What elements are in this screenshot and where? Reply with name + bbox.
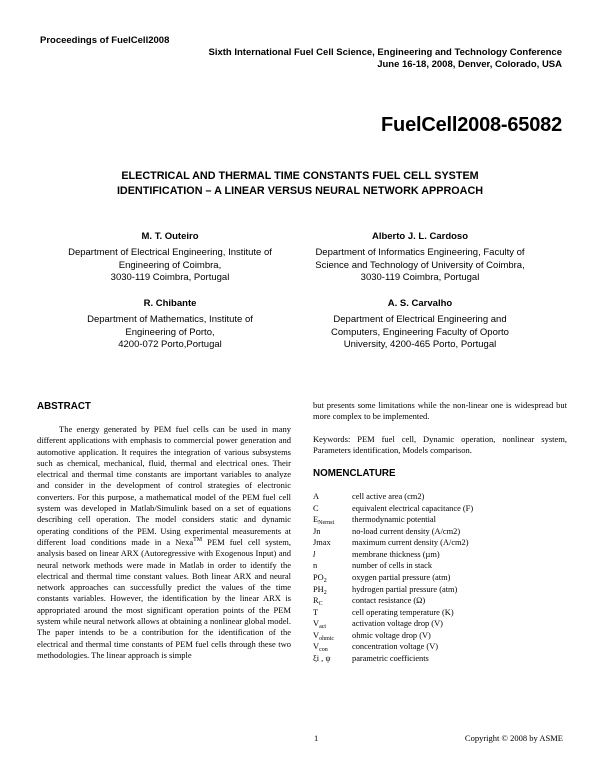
nomenclature-subscript: con [319,647,328,654]
nomenclature-subscript: 2 [323,578,327,585]
nomenclature-item [313,514,567,526]
author-affiliation-line: Computers, Engineering Faculty of Oporto [331,326,509,338]
nomenclature-item [313,503,567,515]
nomenclature-definition: parametric coefficients [352,653,429,663]
author-name: Alberto J. L. Cardoso [371,231,469,242]
author-affiliation-line: Department of Informatics Engineering, Faculty of [315,247,525,259]
nomenclature-subscript: 2 [323,589,327,596]
nomenclature-subscript: C [318,601,323,608]
keywords: Keywords: PEM fuel cell, Dynamic operation, nonlinear system, Parameters identification, Models comparison. [313,433,567,455]
nomenclature-item [313,537,567,549]
nomenclature-symbol: n [313,561,318,571]
nomenclature-subscript: Nernst [318,520,335,527]
abstract-heading: ABSTRACT [37,401,91,412]
author-name: M. T. Outeiro [141,231,199,242]
nomenclature-item [313,630,567,642]
nomenclature-item [313,641,567,653]
nomenclature-subscript: ohmic [319,635,335,642]
nomenclature-definition: cell active area (cm2) [352,492,425,502]
nomenclature-item [313,618,567,630]
nomenclature-definition: ohmic voltage drop (V) [352,630,431,640]
author-name: A. S. Carvalho [387,298,453,309]
right-column [313,400,567,664]
copyright-notice: Copyright © 2008 by ASME [464,733,563,743]
nomenclature-symbol: l [313,549,316,559]
author-affiliation-line: Department of Electrical Engineering, Institute of [68,247,272,259]
author-affiliation-line: 3030-119 Coimbra, Portugal [360,272,480,284]
nomenclature-definition: thermodynamic potential [352,515,436,525]
nomenclature-definition: oxygen partial pressure (atm) [352,573,451,583]
title-line-1: ELECTRICAL AND THERMAL TIME CONSTANTS FUEL CELL SYSTEM [121,170,479,182]
nomenclature-item [313,572,567,584]
author-block-1 [50,231,290,285]
nomenclature-definition: no-load current density (A/cm2) [352,526,461,536]
nomenclature-item [313,526,567,538]
author-affiliation-line: Science and Technology of University of Coimbra, [315,259,525,271]
author-affiliation-line: Department of Electrical Engineering and [333,314,507,326]
nomenclature-item [313,595,567,607]
nomenclature-definition: concentration voltage (V) [352,642,439,652]
author-block-2 [300,231,540,285]
nomenclature-item [313,491,567,503]
conference-dates: June 16-18, 2008, Denver, Colorado, USA [377,59,562,70]
nomenclature-symbol: V [313,619,320,629]
nomenclature-symbol: Jn [313,526,321,536]
nomenclature-definition: number of cells in stack [352,561,433,571]
nomenclature-symbol: V [313,642,320,652]
nomenclature-symbol: PH [313,584,324,594]
nomenclature-item [313,549,567,561]
nomenclature-symbol: R [313,596,319,606]
paper-title [0,169,600,199]
nomenclature-heading: NOMENCLATURE [313,468,396,480]
nomenclature-definition: cell operating temperature (K) [352,607,454,617]
author-affiliation-line: 4200-072 Porto,Portugal [118,339,222,351]
author-affiliation-line: Engineering of Coimbra, [118,259,222,271]
nomenclature-symbol: A [313,492,320,502]
abstract-continuation: but presents some limitations while the non-linear one is widespread but more complex to be implemented. [313,400,567,422]
nomenclature-definition: hydrogen partial pressure (atm) [352,584,458,594]
author-block-4 [300,298,540,352]
nomenclature-symbol: PO [313,573,324,583]
nomenclature-definition: contact resistance (Ω) [352,596,426,606]
nomenclature-definition: activation voltage drop (V) [352,619,443,629]
nomenclature-symbol: C [313,503,319,513]
nomenclature-symbol: Jmax [313,538,331,548]
nomenclature-list [313,491,567,664]
proceedings-label: Proceedings of FuelCell2008 [40,35,170,46]
author-affiliation-line: Department of Mathematics, Institute of [87,314,253,326]
nomenclature-symbol: T [313,607,319,617]
abstract-text-continued: PEM fuel cell system, analysis based on linear ARX (Autoregressive with Exogenous Input) and neural network methods were made in Matlab in order to identify the electrical and thermal time constant values. Both linear ARX and neural network approaches can successfully predict the values of the time constants variables. However, the identification by the linear ARX is appropriated around the most significant operation points of the PEM system while neural network allows at obtaining a nonlinear global model. The paper intends to be a contribution for the identification of the electrical and thermal time constants of PEM fuel cells through these two methodologies. The linear approach is simple [37,536,292,660]
page-number: 1 [314,733,319,743]
trademark-mark: TM [193,536,203,543]
nomenclature-definition: equivalent electrical capacitance (F) [352,503,474,513]
nomenclature-symbol: V [313,630,320,640]
nomenclature-subscript: act [319,624,327,631]
nomenclature-symbol: E [313,515,319,525]
paper-id: FuelCell2008-65082 [381,114,562,136]
title-line-2: IDENTIFICATION – A LINEAR VERSUS NEURAL NETWORK APPROACH [116,185,484,197]
nomenclature-item [313,653,567,665]
conference-name: Sixth International Fuel Cell Science, Engineering and Technology Conference [208,47,562,58]
nomenclature-item [313,560,567,572]
author-affiliation-line: University, 4200-465 Porto, Portugal [343,339,497,351]
author-affiliation-line: 3030-119 Coimbra, Portugal [110,272,230,284]
nomenclature-item [313,607,567,619]
author-block-3 [50,298,290,352]
nomenclature-symbol: ξi , ψ [313,653,331,663]
nomenclature-definition: membrane thickness (µm) [352,549,440,559]
author-name: R. Chibante [143,298,197,309]
nomenclature-item [313,584,567,596]
left-column [37,401,291,661]
nomenclature-definition: maximum current density (A/cm2) [352,538,469,548]
author-affiliation-line: Engineering of Porto, [125,326,215,338]
abstract-text: The energy generated by PEM fuel cells can be used in many different applications with emphasis to commercial power generation and automotive application. It requires the integration of various subsystems such as chemical, mechanical, fluid, thermal and electrical ones. Their electrical and thermal time constants are important variables to analyze and consider in the development of control strategies of electronic converters. For this purpose, a mathematical model of the PEM fuel cell system was developed in Matlab/Simulink based on a set of equations describing cell operation. The model considers static and dynamic operating conditions of the PEM. Using experimental measurements at different load conditions made in a Nexa [37,424,291,547]
abstract-body [37,424,291,661]
